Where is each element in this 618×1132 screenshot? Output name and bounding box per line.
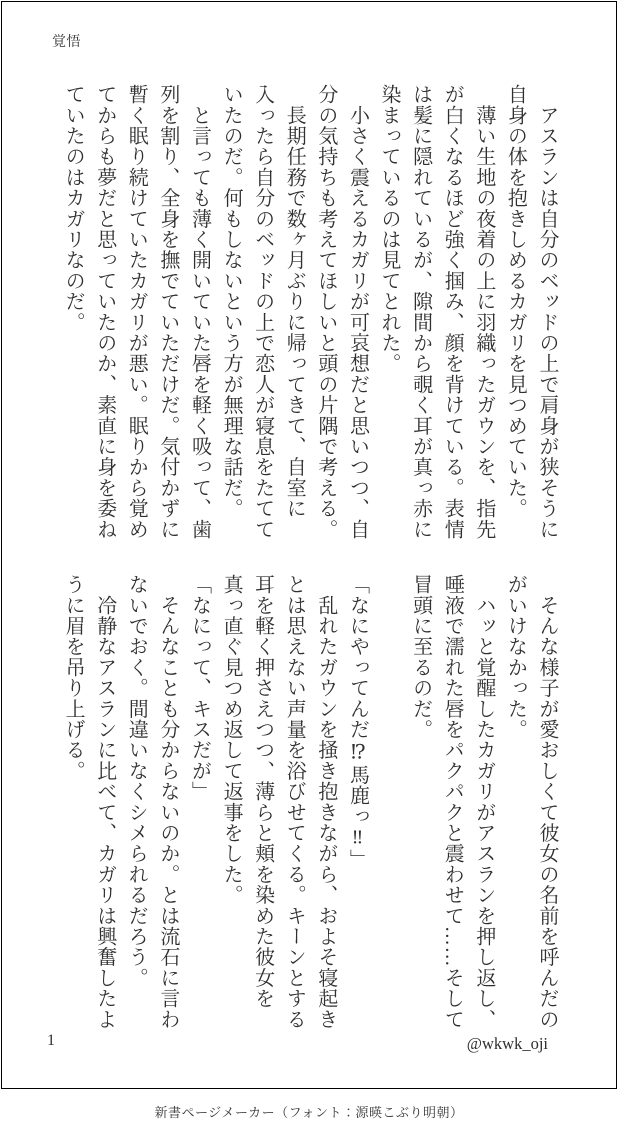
text-line: 唾液で濡れた唇をパクパクと震わせて……そして — [441, 574, 464, 1030]
text-section-upper — [57, 84, 563, 540]
text-line: ハッと覚醒したカガリがアスランを押し返し、 — [472, 574, 495, 1030]
text-line: ていたのはカガリなのだ。 — [62, 84, 85, 333]
text-line — [372, 574, 404, 1030]
text-line: と言っても薄く開いていた唇を軽く吸って、歯 — [188, 84, 211, 540]
text-line: 真っ直ぐ見つめ返して返事をした。 — [220, 574, 243, 906]
text-section-lower — [57, 574, 563, 1030]
text-line: 冷静なアスランに比べて、カガリは興奮したよ — [93, 574, 116, 1030]
text-line: 分の気持ちも考えてほしいと頭の片隅で考える。 — [314, 84, 337, 540]
text-line: が白くなるほど強く掴み、顔を背けている。表情 — [441, 84, 464, 540]
text-line: 「なにって、キスだが」 — [188, 574, 211, 802]
text-line: 入ったら自分のベッドの上で恋人が寝息をたてて — [251, 84, 274, 540]
text-line: 暫く眠り続けていたカガリが悪い。眠りから覚め — [125, 84, 148, 540]
text-line: 薄い生地の夜着の上に羽織ったガウンを、指先 — [472, 84, 495, 540]
text-line: ないでおく。間違いなくシメられるだろう。 — [125, 574, 148, 988]
page-number: 1 — [47, 1032, 55, 1049]
text-line: てからも夢だと思っていたのか、素直に身を委ね — [93, 84, 116, 540]
page — [1, 1, 617, 1089]
page-title: 覚悟 — [52, 35, 81, 50]
text-line: そんな様子が愛おしくて彼女の名前を呼んだの — [536, 574, 558, 1030]
text-line: 自身の体を抱きしめるカガリを見つめていた。 — [504, 84, 527, 519]
text-line: アスランは自分のベッドの上で肩身が狭そうに — [536, 84, 558, 540]
text-line: うに眉を吊り上げる。 — [62, 574, 85, 781]
text-line: は髪に隠れているが、隙間から覗く耳が真っ赤に — [409, 84, 432, 540]
text-line: 耳を軽く押さえつつ、薄らと頬を染めた彼女を — [251, 574, 274, 1009]
text-line: そんなことも分からないのか。とは流石に言わ — [156, 574, 179, 1030]
text-line: 小さく震えるカガリが可哀想だと思いつつ、自 — [346, 84, 369, 540]
text-line: とは思えない声量を浴びせてくる。キーンとする — [283, 574, 306, 1030]
text-line: 列を割り、全身を撫でていただけだ。気付かずに — [156, 84, 179, 540]
text-line: 冒頭に至るのだ。 — [409, 574, 432, 740]
text-line: 「なにやってんだ⁉馬鹿っ‼」 — [346, 574, 369, 870]
text-line: いたのだ。何もしないという方が無理な話だ。 — [220, 84, 243, 519]
text-line: 長期任務で数ヶ月ぶりに帰ってきて、自室に — [283, 84, 306, 519]
text-line: 乱れたガウンを掻き抱きながら、およそ寝起き — [314, 574, 337, 1030]
text-line: がいけなかった。 — [504, 574, 527, 740]
author-handle: @wkwk_oji — [466, 1034, 548, 1053]
generator-caption: 新書ページメーカー（フォント：源暎こぶり明朝） — [154, 1105, 464, 1120]
text-line: 染まっているのは見てとれた。 — [378, 84, 401, 374]
